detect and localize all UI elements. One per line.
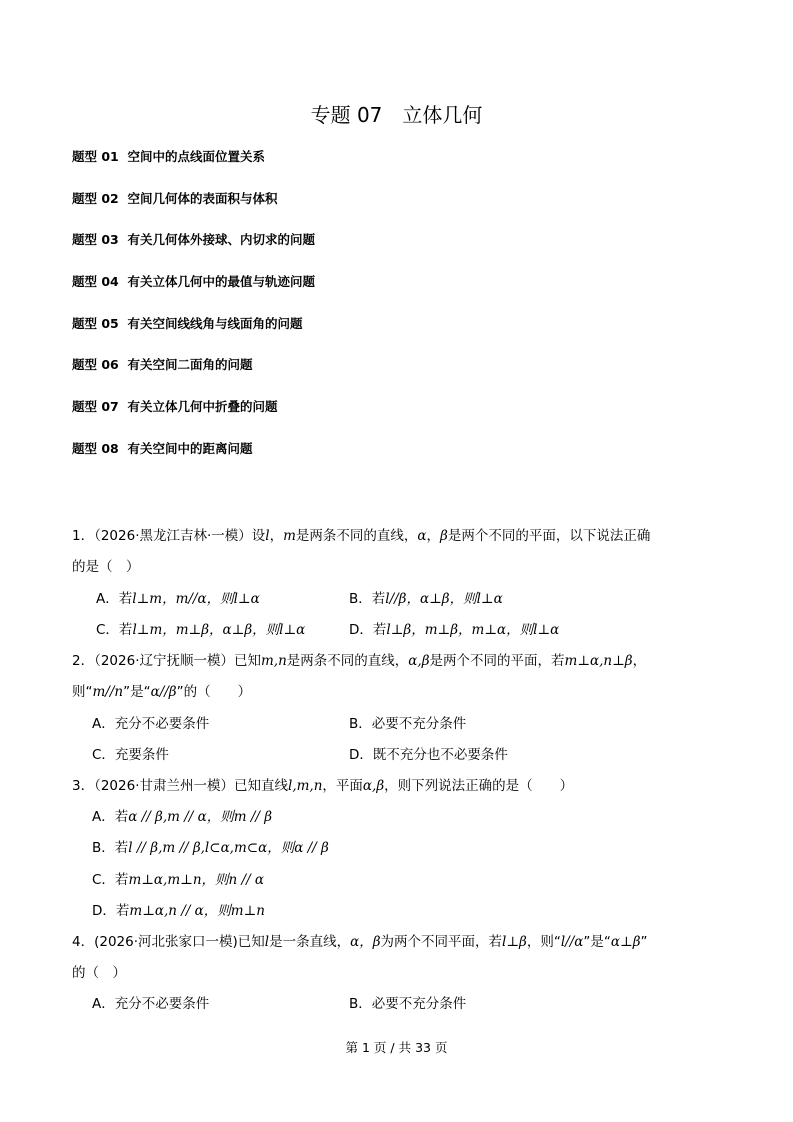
stem-text: 则“: [72, 684, 93, 700]
question-1-option-c[interactable]: [96, 621, 305, 639]
question-2-option-c[interactable]: C．充要条件: [92, 747, 169, 763]
stem-text: ”的（ ）: [176, 684, 252, 700]
topic-type-label: 题型 08: [72, 440, 119, 456]
topic-type-label: 题型 06: [72, 357, 119, 373]
question-2-option-b[interactable]: B．必要不充分条件: [349, 716, 467, 732]
math-var: m: [283, 528, 296, 544]
question-3-option-a[interactable]: [92, 808, 272, 826]
stem-text: ”: [640, 934, 648, 950]
topic-type-item: [72, 398, 315, 440]
question-4-option-a[interactable]: A．充分不必要条件: [92, 996, 210, 1012]
topic-type-list: [72, 148, 315, 482]
question-4-option-b[interactable]: B．必要不充分条件: [349, 996, 467, 1012]
question-3-option-c[interactable]: [92, 871, 264, 889]
question-3-stem: [72, 777, 573, 795]
topic-type-label: 题型 07: [72, 399, 119, 415]
topic-type-text: 有关几何体外接球、内切求的问题: [127, 232, 315, 248]
option-expr: l⊥m，m//α，则l⊥α: [132, 591, 260, 607]
stem-text: 是两个不同的平面，若: [429, 653, 565, 669]
stem-text: 为两个不同平面，若: [380, 934, 503, 950]
topic-type-item: [72, 356, 315, 398]
page-footer: 第 1 页 / 共 33 页: [345, 1040, 448, 1055]
topic-type-text: 有关立体几何中的最值与轨迹问题: [127, 274, 315, 290]
math-var: l⊥β: [502, 934, 527, 950]
math-var: m⊥α,n⊥β: [564, 653, 633, 669]
stem-text: 1．（2026·黑龙江吉林·一模）设: [72, 528, 266, 544]
stem-text: ，: [426, 528, 441, 544]
stem-text: 是两个不同的平面，以下说法正确: [447, 528, 651, 544]
topic-type-item: [72, 148, 315, 190]
math-var: β: [440, 528, 448, 544]
option-expr: m⊥α,n // α，则m⊥n: [129, 903, 265, 919]
stem-text: 是一条直线，: [269, 934, 351, 950]
question-1-option-b[interactable]: [349, 590, 503, 608]
topic-type-text: 空间中的点线面位置关系: [127, 149, 265, 164]
topic-type-label: 题型 01: [72, 149, 119, 164]
topic-type-text: 有关空间中的距离问题: [127, 440, 253, 456]
math-var: l,m,n: [288, 778, 323, 794]
stem-text: ，则“: [526, 934, 561, 950]
option-expr: l⊥m，m⊥β，α⊥β，则l⊥α: [132, 622, 306, 638]
math-var: α//β: [150, 684, 177, 700]
question-2-stem-line2: [72, 683, 251, 701]
math-var: l//α: [560, 934, 584, 950]
stem-text: ，: [269, 528, 284, 544]
math-var: α，β: [350, 934, 381, 950]
math-var: m,n: [261, 653, 287, 669]
option-label: C．若: [96, 622, 133, 638]
topic-type-label: 题型 04: [72, 274, 119, 290]
topic-type-text: 有关空间二面角的问题: [127, 357, 253, 373]
stem-text: ”是“: [123, 684, 151, 700]
question-1-stem-line2: 的是（ ）: [72, 559, 140, 575]
option-label: B．若: [349, 591, 386, 607]
question-2-option-a[interactable]: A．充分不必要条件: [92, 716, 210, 732]
option-label: C．若: [92, 872, 129, 888]
question-4-stem-line2: 的（ ）: [72, 965, 126, 981]
question-4-stem: [72, 933, 648, 951]
topic-type-text: 有关空间线线角与线面角的问题: [127, 315, 303, 331]
stem-text: 是两条不同的直线，: [286, 653, 409, 669]
math-var: α: [417, 528, 427, 544]
topic-type-item: [72, 273, 315, 315]
option-label: B．若: [92, 840, 129, 856]
stem-text: ，: [632, 653, 647, 669]
topic-type-label: 题型 02: [72, 190, 119, 206]
stem-text: ，平面: [322, 778, 363, 794]
stem-text: 是两条不同的直线，: [295, 528, 418, 544]
topic-type-item: [72, 315, 315, 357]
option-label: D．若: [349, 622, 387, 638]
topic-type-item: [72, 231, 315, 273]
option-expr: l//β，α⊥β，则l⊥α: [385, 591, 503, 607]
option-label: A．若: [96, 591, 133, 607]
option-label: D．若: [92, 903, 130, 919]
math-var: α,β: [362, 778, 385, 794]
option-expr: m⊥α,m⊥n，则n // α: [128, 872, 265, 888]
topic-type-item: [72, 190, 315, 232]
topic-type-text: 有关立体几何中折叠的问题: [127, 399, 278, 415]
option-label: A．若: [92, 809, 129, 825]
question-2-option-d[interactable]: D．既不充分也不必要条件: [349, 747, 508, 763]
option-expr: l // β,m // β,l⊂α,m⊂α，则α // β: [128, 840, 329, 856]
math-var: l: [265, 528, 270, 544]
question-1-option-a[interactable]: [96, 590, 260, 608]
question-1-option-d[interactable]: [349, 621, 559, 639]
question-1-stem: [72, 527, 650, 545]
question-2-stem: [72, 652, 646, 670]
stem-text: 2．（2026·辽宁抚顺一模）已知: [72, 653, 261, 669]
stem-text: 3．（2026·甘肃兰州一模）已知直线: [72, 778, 288, 794]
math-var: α,β: [408, 653, 430, 669]
stem-text: ，则下列说法正确的是（ ）: [384, 778, 574, 794]
page-title: 专题 07 立体几何: [310, 103, 483, 127]
topic-type-label: 题型 03: [72, 232, 119, 248]
stem-text: ”是“: [583, 934, 611, 950]
topic-type-label: 题型 05: [72, 315, 119, 331]
math-var: l: [264, 934, 270, 950]
stem-text: 4．(2026·河北张家口一模)已知: [72, 934, 265, 950]
topic-type-item: [72, 440, 315, 482]
option-expr: α // β,m // α，则m // β: [128, 809, 273, 825]
math-var: α⊥β: [610, 934, 641, 950]
question-3-option-d[interactable]: [92, 902, 265, 920]
question-3-option-b[interactable]: [92, 839, 329, 857]
math-var: m//n: [92, 684, 124, 700]
topic-type-text: 空间几何体的表面积与体积: [127, 190, 278, 206]
option-expr: l⊥β，m⊥β，m⊥α，则l⊥α: [386, 622, 560, 638]
